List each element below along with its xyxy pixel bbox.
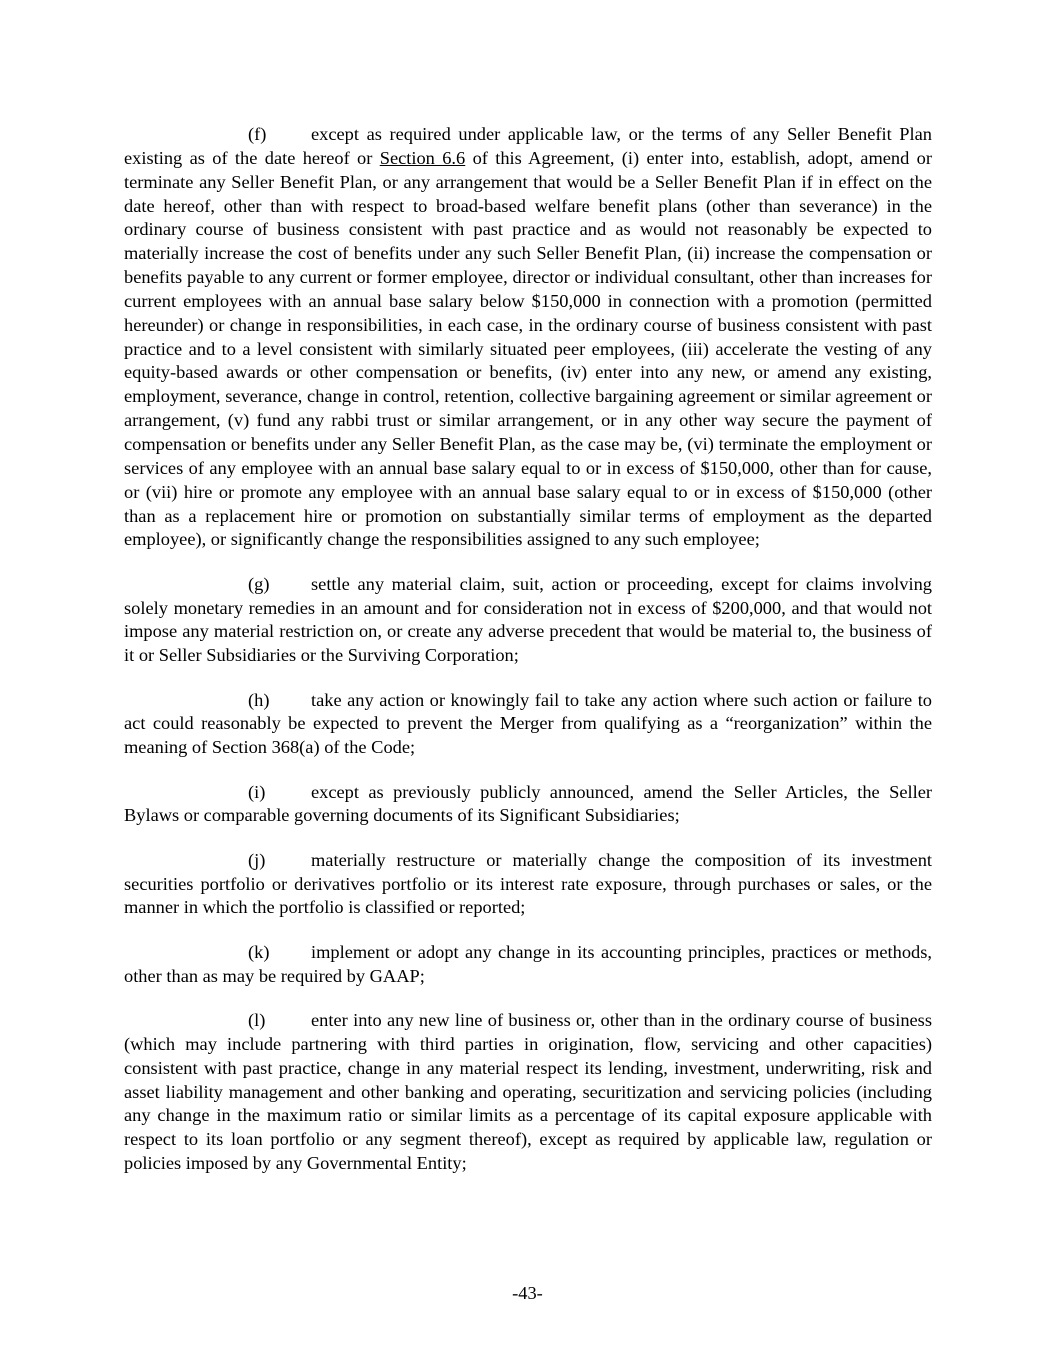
paragraph-h	[124, 689, 932, 761]
paragraph-label: (j)	[248, 849, 266, 870]
paragraph-k	[124, 941, 932, 989]
paragraph-text: materially restructure or materially change the composition of its investment securities portfolio or derivatives portfolio or its interest rate exposure, through purchases or sales, or the manner in which the portfolio is classified or reported;	[124, 849, 932, 918]
paragraph-text: settle any material claim, suit, action or proceeding, except for claims involving solely monetary remedies in an amount and for consideration not in excess of $200,000, and that would not impose any material restriction on, or create any adverse precedent that would be material to, the business of it or Seller Subsidiaries or the Surviving Corporation;	[124, 573, 932, 666]
paragraph-text: implement or adopt any change in its accounting principles, practices or methods, other than as may be required by GAAP;	[124, 941, 932, 986]
page-number: -43-	[512, 1283, 543, 1303]
paragraph-text: except as previously publicly announced, amend the Seller Articles, the Seller Bylaws or comparable governing documents of its Significant Subsidiaries;	[124, 781, 932, 826]
paragraph-i	[124, 781, 932, 829]
paragraph-label: (k)	[248, 941, 270, 962]
paragraph-label: (g)	[248, 573, 270, 594]
document-body	[124, 123, 932, 1196]
paragraph-text: enter into any new line of business or, other than in the ordinary course of business (which may include partnering with third parties in origination, flow, servicing and other capacities) consistent with past practice, change in any material respect its lending, investment, underwriting, risk and asset liability management and other banking and operating, securitization and servicing policies (including any change in the maximum ratio or similar limits as a percentage of its capital exposure applicable with respect to its loan portfolio or any segment thereof), except as required by applicable law, regulation or policies imposed by any Governmental Entity;	[124, 1010, 932, 1174]
paragraph-text: except as required under applicable law, or the terms of any Seller Benefit Plan existing as of the date hereof or	[124, 124, 932, 168]
paragraph-g	[124, 573, 932, 668]
paragraph-text: of this Agreement, (i) enter into, establish, adopt, amend or terminate any Seller Benefit Plan, or any arrangement that would be a Seller Benefit Plan if in effect on the date hereof, other than with respect to broad-based welfare benefit plans (other than severance) in the ordinary course of business consistent with past practice and as would not reasonably be expected to materially increase the cost of benefits under any such Seller Benefit Plan, (ii) increase the compensation or benefits payable to any current or former employee, director or individual consultant, other than increases for current employees with an annual base salary below $150,000 in connection with a promotion (permitted hereunder) or change in responsibilities, in each case, in the ordinary course of business consistent with past practice and to a level consistent with similarly situated peer employees, (iii) accelerate the vesting of any equity-based awards or other compensation or benefits, (iv) enter into any new, or amend any existing, employment, severance, change in control, retention, collective bargaining agreement or similar agreement or arrangement, (v) fund any rabbi trust or similar arrangement, or in any other way secure the payment of compensation or benefits under any Seller Benefit Plan, as the case may be, (vi) terminate the employment or services of any employee with an annual base salary equal to or in excess of $150,000, other than for cause, or (vii) hire or promote any employee with an annual base salary equal to or in excess of $150,000 (other than as a replacement hire or promotion on substantially similar terms of employment as the departed employee), or significantly change the responsibilities assigned to any such employee;	[124, 147, 932, 550]
paragraph-label: (h)	[248, 689, 270, 710]
paragraph-text: take any action or knowingly fail to take any action where such action or failure to act could reasonably be expected to prevent the Merger from qualifying as a “reorganization” within the meaning of Section 368(a) of the Code;	[124, 689, 932, 758]
paragraph-label: (l)	[248, 1010, 266, 1030]
paragraph-j	[124, 849, 932, 921]
paragraph-f	[124, 123, 932, 552]
paragraph-label: (f)	[248, 124, 267, 144]
paragraph-l	[124, 1009, 932, 1176]
section-reference-link[interactable]: Section 6.6	[379, 147, 466, 168]
paragraph-label: (i)	[248, 781, 266, 802]
